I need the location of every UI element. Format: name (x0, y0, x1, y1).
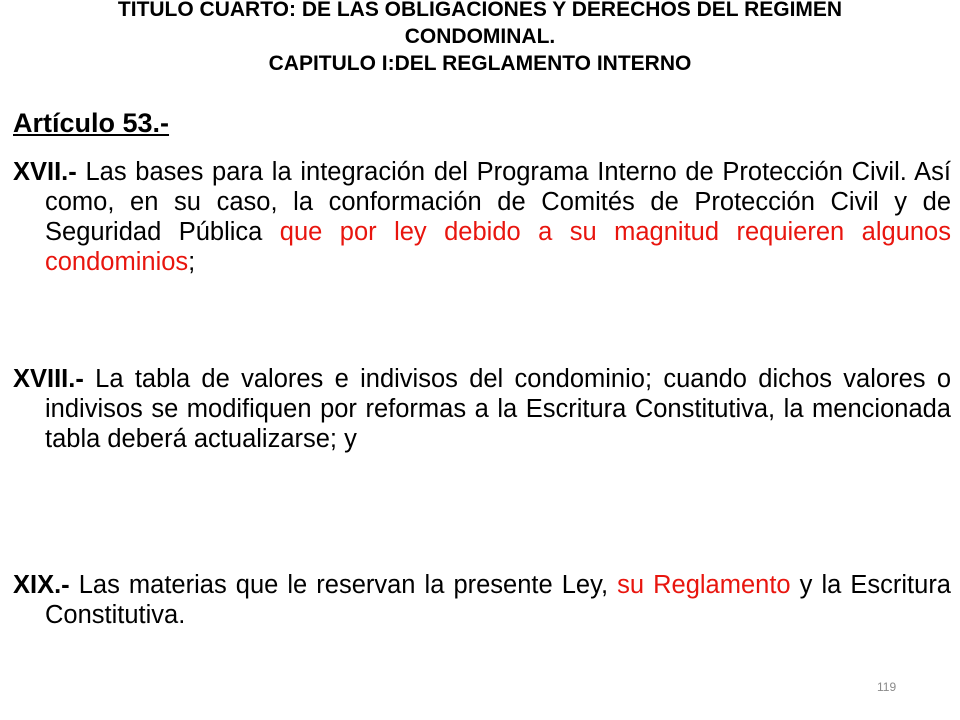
highlighted-text: su Reglamento (617, 571, 791, 599)
highlighted-text: que por ley debido a su magnitud requieren algunos condominios (45, 218, 951, 276)
fraction-xviii-paragraph (13, 364, 951, 454)
fraction-number: XVII.- (13, 158, 77, 186)
fraction-number: XVIII.- (13, 365, 84, 393)
header-title-line-2: CONDOMINAL. (404, 25, 556, 48)
fraction-text: La tabla de valores e indivisos del condominio; cuando dichos valores o indivisos se modifiquen por reformas a la Escritura Constitutiva, la mencionada tabla deberá actualizarse; y (45, 365, 951, 453)
document-header (0, 0, 960, 77)
fraction-number: XIX.- (13, 571, 70, 599)
header-chapter-line: CAPITULO I:DEL REGLAMENTO INTERNO (268, 52, 692, 75)
fraction-text-tail: y la Escritura Constitutiva. (45, 571, 951, 629)
fraction-text-tail: ; (188, 248, 196, 276)
fraction-text: Las materias que le reservan la presente Ley, (69, 571, 618, 599)
article-title: Artículo 53.- (13, 108, 170, 138)
page-number: 119 (877, 680, 897, 694)
fraction-xix-paragraph (13, 570, 951, 630)
fraction-xvii-paragraph (13, 157, 951, 277)
header-title-line-1: TITULO CUARTO: DE LAS OBLIGACIONES Y DERECHOS DEL REGIMEN (117, 0, 843, 21)
fraction-text: Las bases para la integración del Programa Interno de Protección Civil. Así como, en su caso, la conformación de Comités de Protección Civil y de Seguridad Pública (45, 158, 951, 246)
